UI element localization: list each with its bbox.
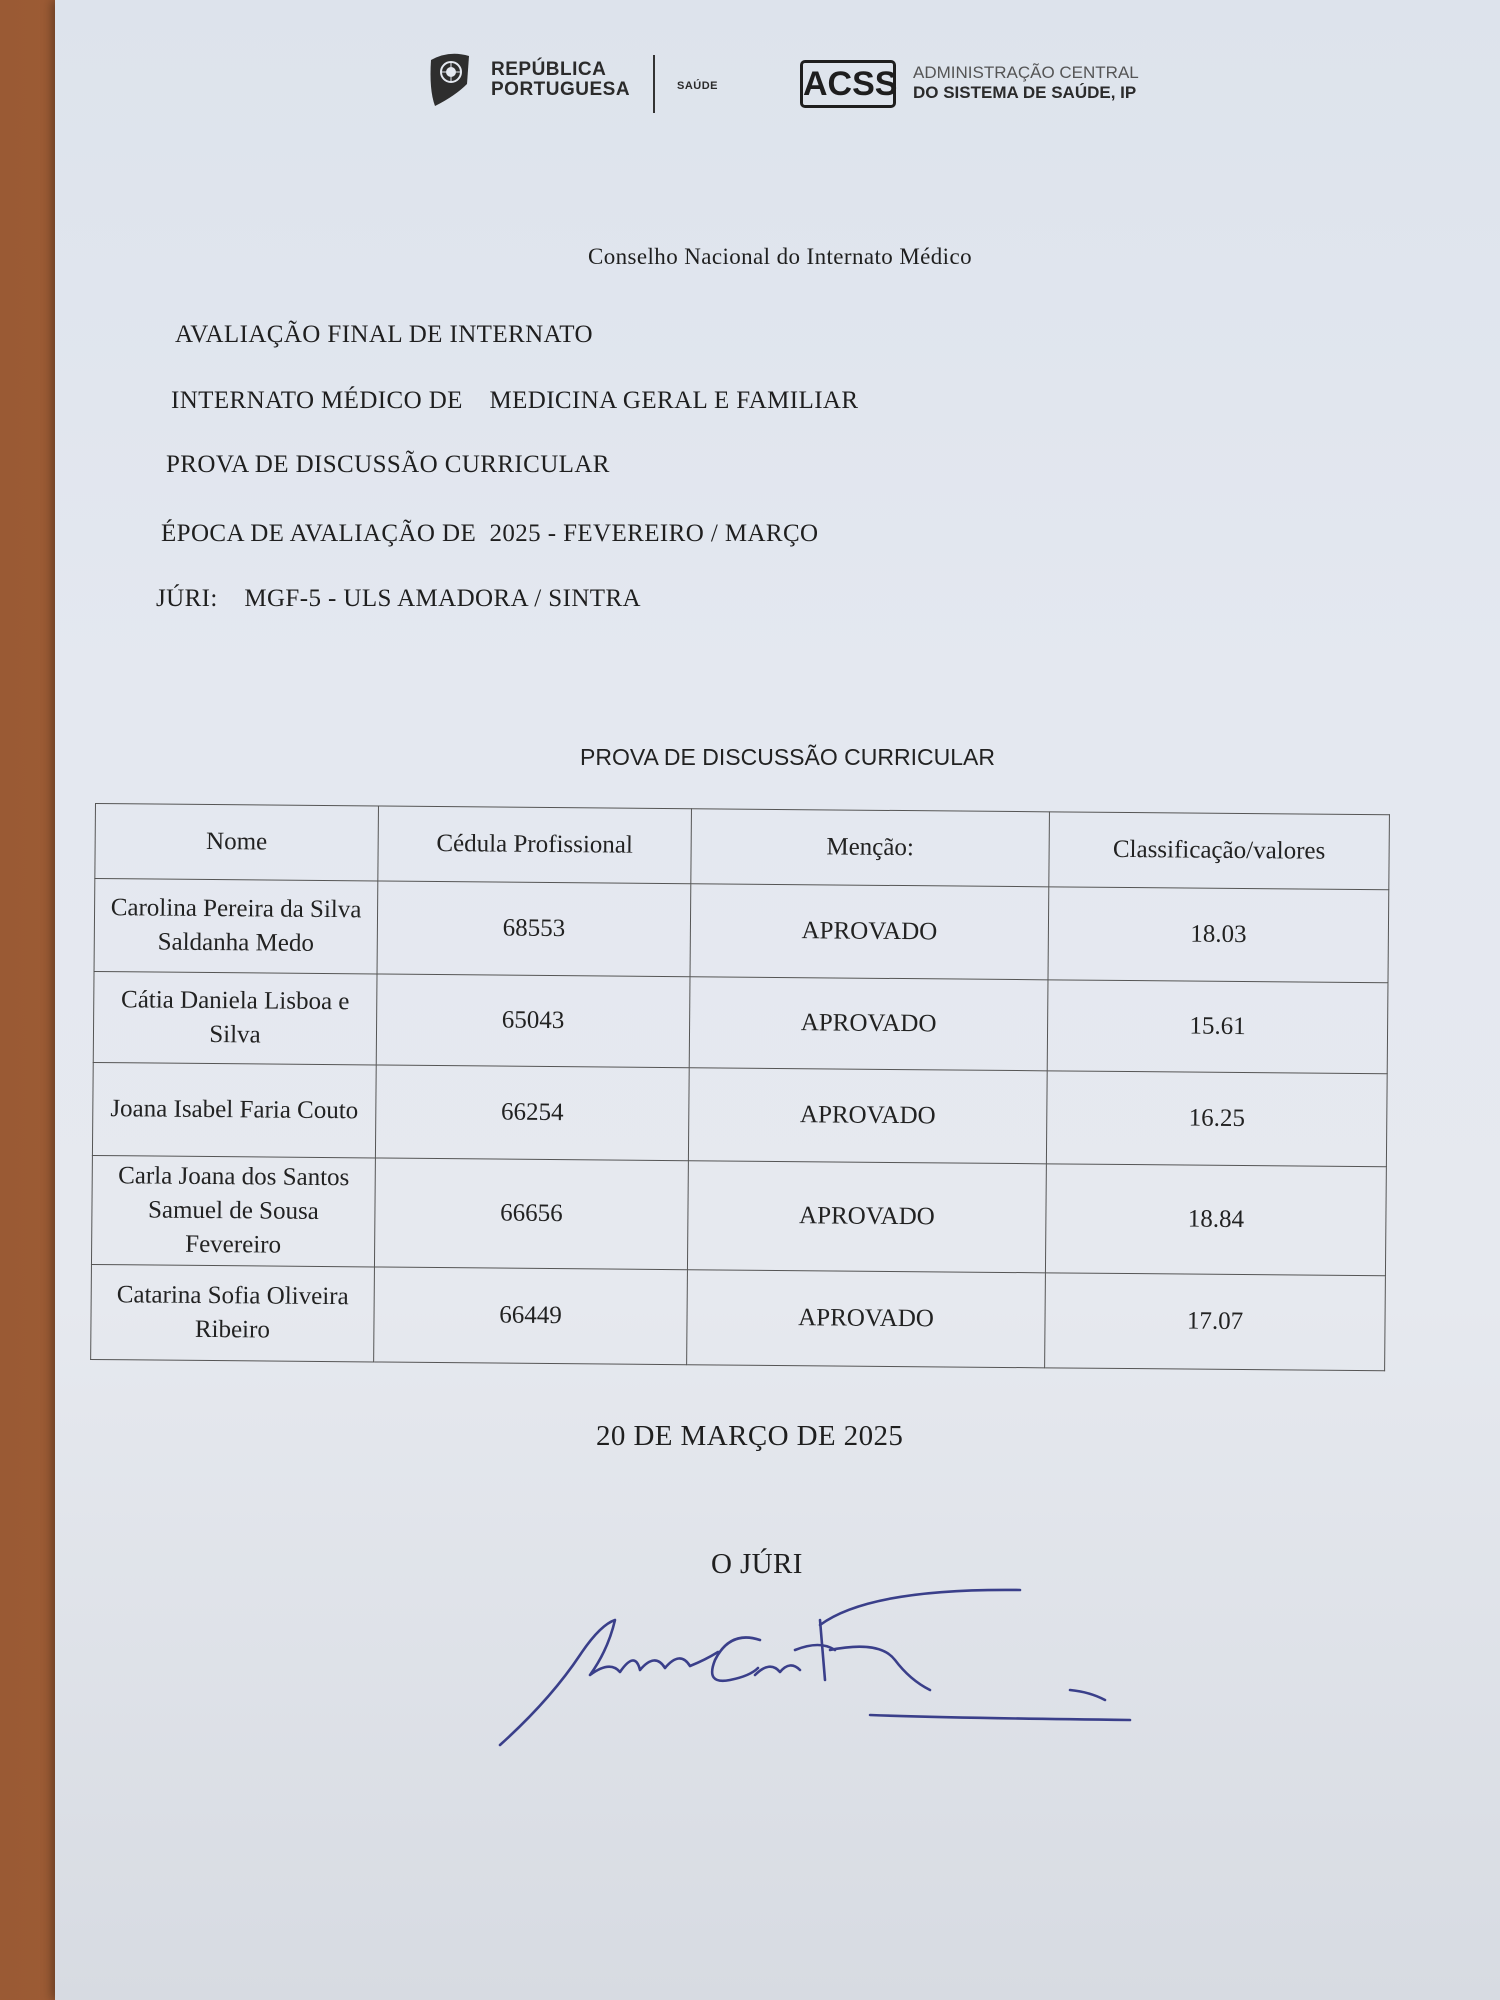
table-header-row [95,804,1390,890]
cell-name: Catarina Sofia Oliveira Ribeiro [91,1264,375,1361]
table-row [91,1155,1386,1275]
cell-mencao: APROVADO [689,977,1048,1071]
cell-name: Cátia Daniela Lisboa e Silva [93,971,377,1064]
acss-logo: ACSS [800,60,896,108]
header-mencao: Menção: [691,809,1050,887]
cell-cedula: 66449 [374,1267,688,1365]
acss-line2: DO SISTEMA DE SAÚDE, IP [913,83,1137,102]
republica-line2: PORTUGUESA [491,79,631,100]
cell-name: Carla Joana dos Santos Samuel de Sousa Fevereiro [91,1155,375,1266]
header-nome: Nome [95,804,379,881]
document-date: 20 DE MARÇO DE 2025 [596,1420,904,1452]
internato-line: INTERNATO MÉDICO DE MEDICINA GERAL E FAMILIAR [171,387,859,414]
cell-cedula: 65043 [376,974,690,1068]
cell-classificacao: 17.07 [1045,1273,1386,1371]
council-title: Conselho Nacional do Internato Médico [588,244,972,269]
cell-classificacao: 15.61 [1047,980,1388,1074]
table-row [92,1062,1387,1166]
prova-line: PROVA DE DISCUSSÃO CURRICULAR [166,451,610,478]
header-classificacao: Classificação/valores [1049,812,1390,890]
table-row [94,879,1389,983]
table-row [91,1264,1386,1370]
juri-label: O JÚRI [711,1548,803,1580]
table-title: PROVA DE DISCUSSÃO CURRICULAR [580,744,995,770]
cell-cedula: 66254 [375,1065,689,1161]
cell-name: Carolina Pereira da Silva Saldanha Medo [94,879,378,974]
cell-mencao: APROVADO [688,1068,1047,1164]
cell-classificacao: 16.25 [1046,1071,1387,1167]
handwritten-signature [490,1580,1140,1760]
cell-cedula: 66656 [374,1158,688,1270]
juri-line: JÚRI: MGF-5 - ULS AMADORA / SINTRA [156,585,641,612]
republica-portuguesa-logo-text [491,60,630,100]
cell-mencao: APROVADO [690,884,1049,980]
republica-line1: REPÚBLICA [491,59,607,80]
acss-logo-text [913,63,1139,103]
cell-classificacao: 18.03 [1048,887,1389,983]
table-row [93,971,1388,1073]
portuguese-republic-emblem-icon [425,50,473,108]
cell-classificacao: 18.84 [1045,1164,1386,1276]
cell-mencao: APROVADO [687,1161,1046,1273]
evaluation-title: AVALIAÇÃO FINAL DE INTERNATO [175,321,593,348]
cell-mencao: APROVADO [687,1270,1046,1368]
saude-label: SAÚDE [677,80,719,92]
logo-divider [653,55,655,113]
acss-line1: ADMINISTRAÇÃO CENTRAL [913,63,1139,82]
cell-name: Joana Isabel Faria Couto [92,1062,376,1157]
header-cedula: Cédula Profissional [378,806,692,884]
epoca-line: ÉPOCA DE AVALIAÇÃO DE 2025 - FEVEREIRO / MARÇO [161,520,819,547]
results-table [90,803,1390,1371]
cell-cedula: 68553 [377,881,691,977]
